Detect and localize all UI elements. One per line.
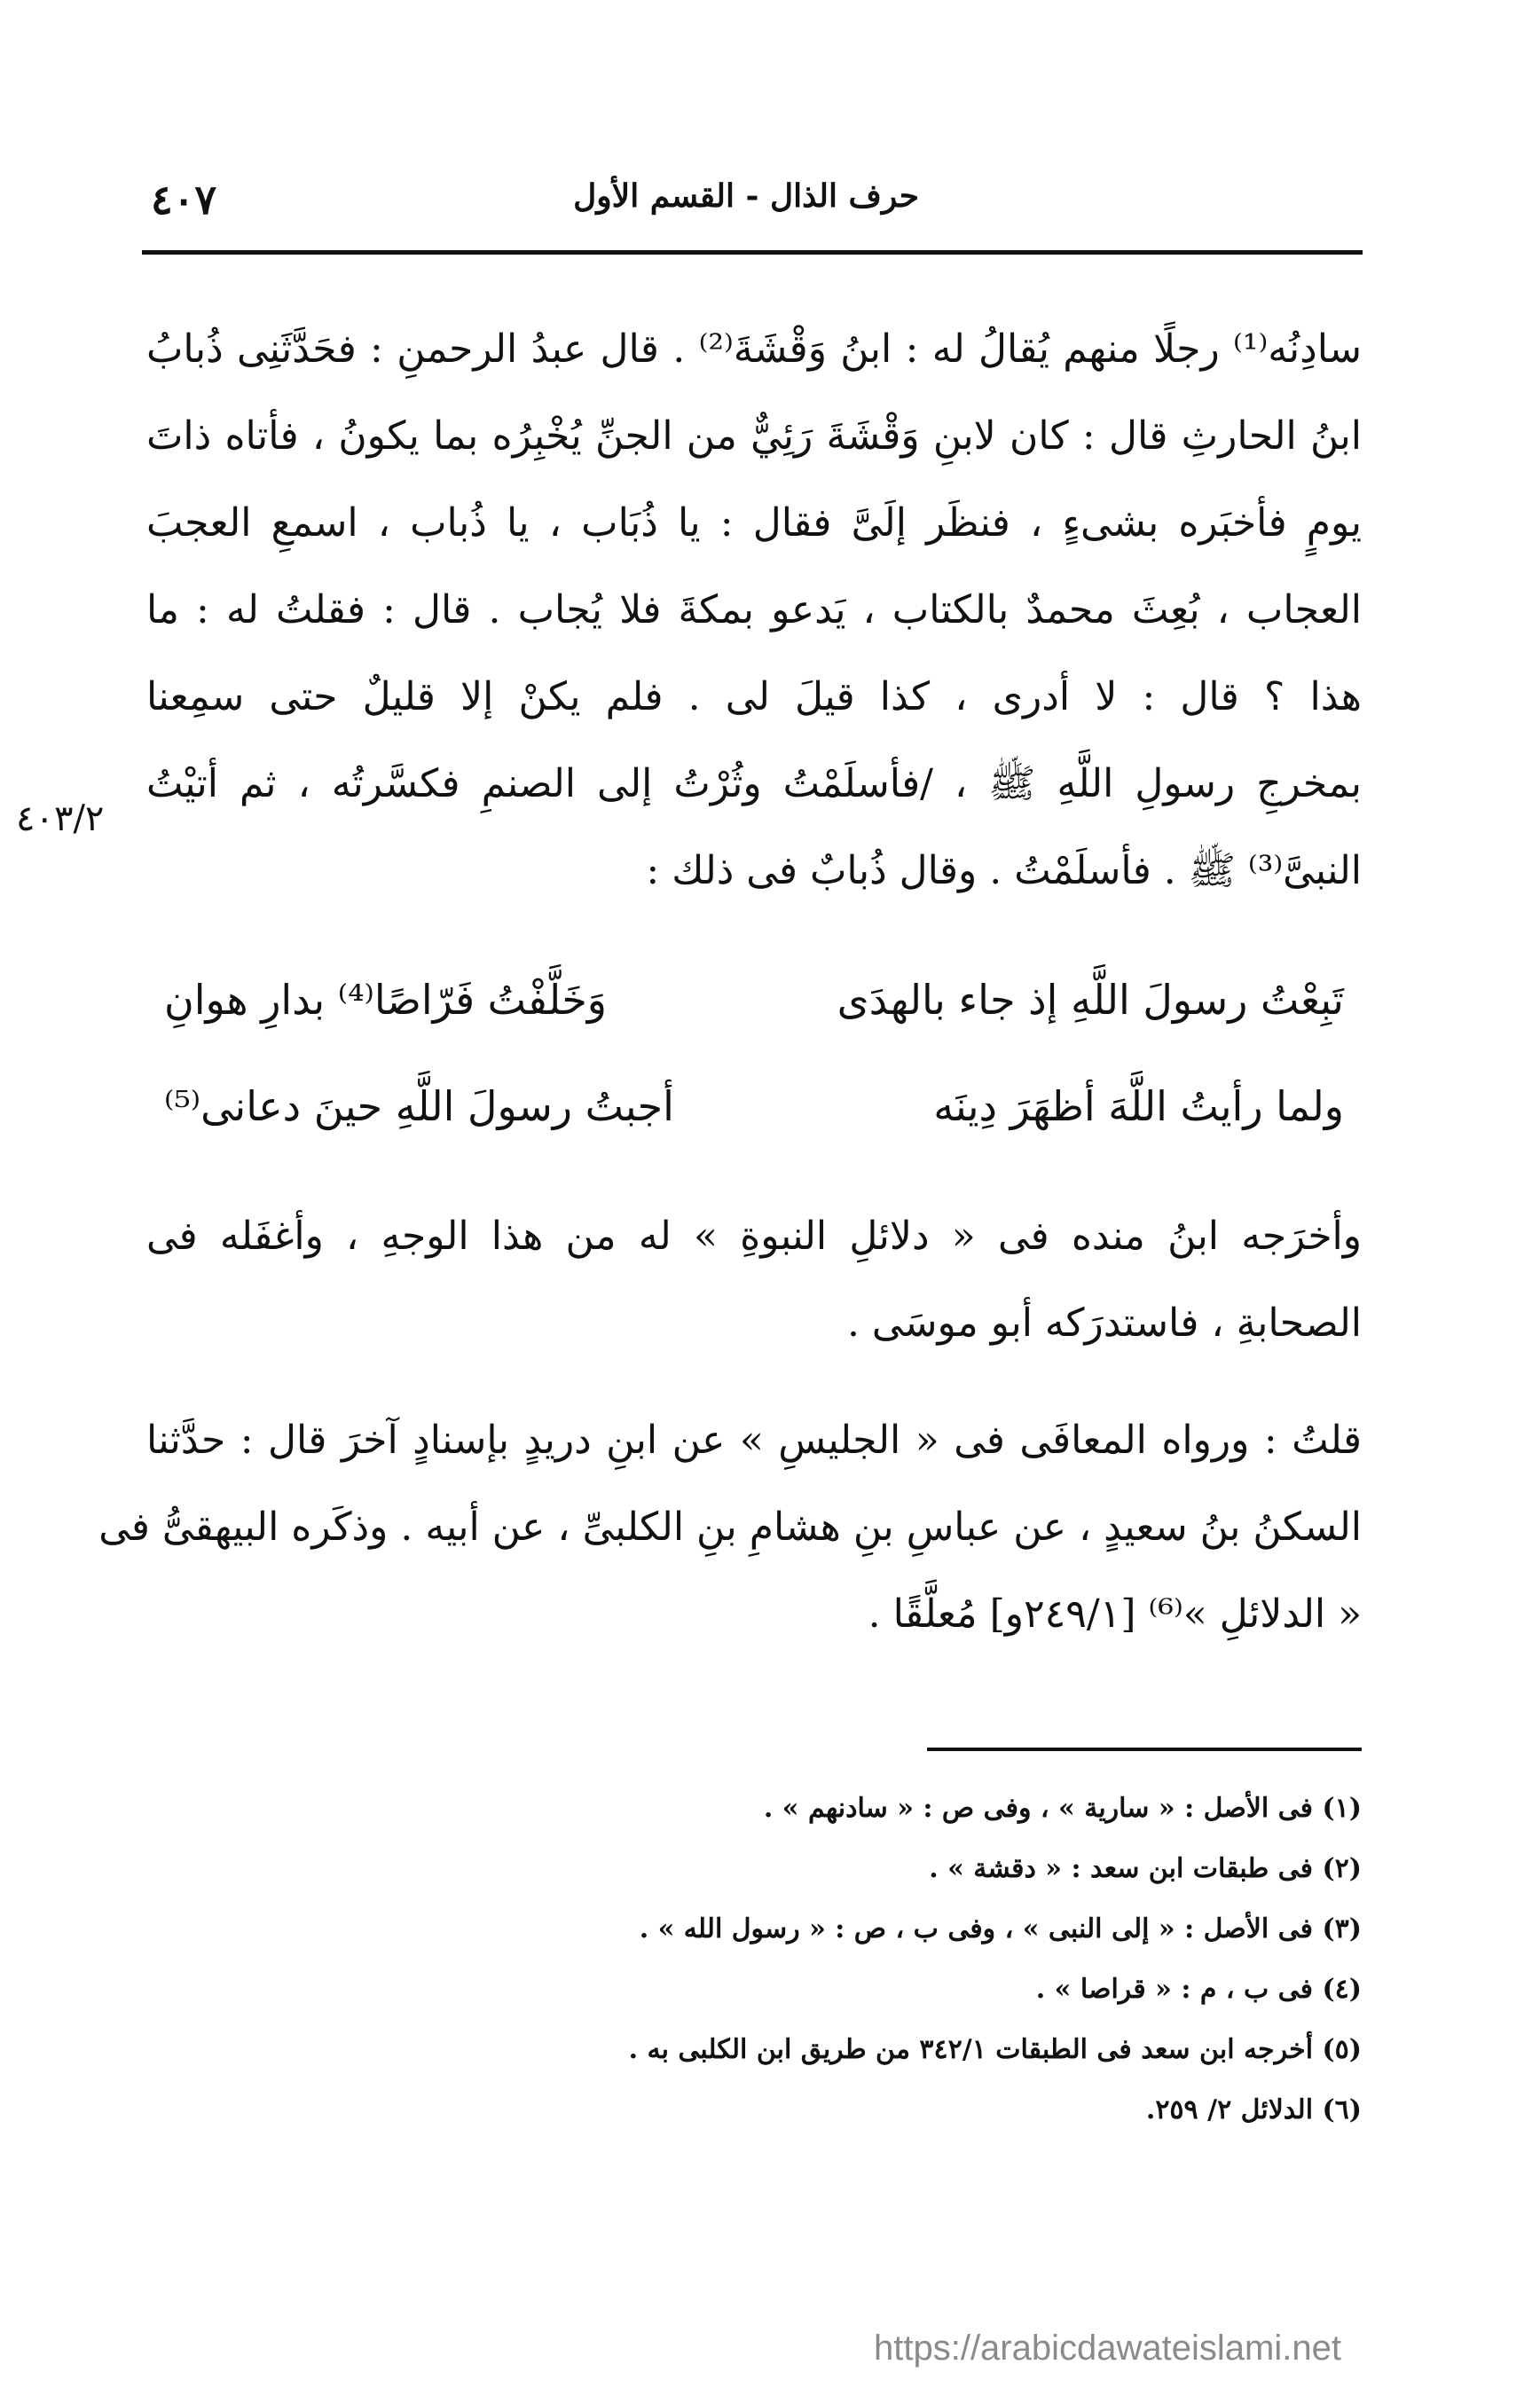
verse-second-hemistich: أجبتُ رسولَ اللَّهِ حينَ دعانى⁽⁵⁾ xyxy=(164,1082,674,1130)
footnote: (٣) فى الأصل : « إلى النبى » ، وفى ب ، ص : « رسول الله » . xyxy=(639,1913,1362,1944)
text-line: هذا ؟ قال : لا أدرى ، كذا قيلَ لى . فلم يكنْ إلا قليلٌ حتى سمِعنا xyxy=(146,674,1362,719)
main-paragraph xyxy=(146,306,1362,915)
header-rule xyxy=(142,250,1363,255)
footnote: (٥) أخرجه ابن سعد فى الطبقات ٣٤٢/١ من طريق ابن الكلبى به . xyxy=(628,2034,1362,2065)
text-line: ابنُ الحارثِ قال : كان لابنِ وَقْشَةَ رَئِيٌّ من الجنِّ يُخْبِرُه بما يكونُ ، فأتاه ذاتَ xyxy=(146,413,1362,459)
page-header xyxy=(142,169,1363,240)
text-line: « الدلائلِ »⁽⁶⁾ [٢٤٩/١و] مُعلَّقًا . xyxy=(868,1591,1362,1637)
text-line: يومٍ فأخبَره بشىءٍ ، فنظَر إلَىَّ فقال : يا ذُبَاب ، يا ذُباب ، اسمعِ العجبَ xyxy=(146,500,1362,546)
margin-reference: ٤٠٣/٢ xyxy=(16,798,105,839)
text-line: بمخرجِ رسولِ اللَّهِ ﷺ ، /فأسلَمْتُ وثُرْتُ إلى الصنمِ فكسَّرتُه ، ثم أتيْتُ xyxy=(146,761,1362,806)
footnote: (٤) فى ب ، م : « قراصا » . xyxy=(1035,1974,1362,2005)
poem xyxy=(146,958,1362,1171)
text-line: قلتُ : ورواه المعافَى فى « الجليسِ » عن ابنِ دريدٍ بإسنادٍ آخرَ قال : حدَّثنا xyxy=(146,1418,1362,1463)
footnotes xyxy=(146,1779,1362,2141)
text-line: الصحابةِ ، فاستدرَكه أبو موسَى . xyxy=(846,1300,1362,1346)
page-number: ٤٠٧ xyxy=(151,176,217,224)
text-line: العجاب ، بُعِثَ محمدٌ بالكتاب ، يَدعو بمكةَ فلا يُجاب . قال : فقلتُ له : ما xyxy=(146,587,1362,632)
footnote: (٦) الدلائل ٢/ ٢٥٩. xyxy=(1145,2094,1362,2125)
running-title: حرف الذال - القسم الأول xyxy=(573,177,919,215)
footnote: (١) فى الأصل : « سارية » ، وفى ص : « سادنهم » . xyxy=(763,1793,1362,1824)
poem-verse xyxy=(146,1065,1362,1171)
text-line: سادِنُه⁽¹⁾ رجلًا منهم يُقالُ له : ابنُ وَقْشَةَ⁽²⁾ . قال عبدُ الرحمنِ : فحَدَّثَنِى ذُبابُ xyxy=(146,326,1362,372)
footnote-separator xyxy=(927,1748,1362,1751)
footnote: (٢) فى طبقات ابن سعد : « دقشة » . xyxy=(929,1853,1362,1884)
paragraph-ibn-mandah xyxy=(146,1193,1362,1367)
text-line: وأخرَجه ابنُ منده فى « دلائلِ النبوةِ » له من هذا الوجهِ ، وأغفَله فى xyxy=(146,1214,1362,1259)
poem-verse xyxy=(146,958,1362,1065)
verse-second-hemistich: وَخَلَّفْتُ فَرّاصًا⁽⁴⁾ بدارِ هوانِ xyxy=(164,976,607,1024)
verse-first-hemistich: ولما رأيتُ اللَّهَ أظهَرَ دِينَه xyxy=(933,1082,1344,1130)
watermark-url: https://arabicdawateislami.net xyxy=(874,2329,1341,2368)
text-line: النبىَّ⁽³⁾ ﷺ . فأسلَمْتُ . وقال ذُبابٌ فى ذلك : xyxy=(646,848,1362,893)
text-line: السكنُ بنُ سعيدٍ ، عن عباسِ بنِ هشامِ بنِ الكلبىِّ ، عن أبيه . وذكَره البيهقىُّ فى xyxy=(98,1504,1362,1550)
verse-first-hemistich: تَبِعْتُ رسولَ اللَّهِ إذ جاء بالهدَى xyxy=(837,976,1344,1024)
paragraph-qultu xyxy=(98,1397,1362,1658)
